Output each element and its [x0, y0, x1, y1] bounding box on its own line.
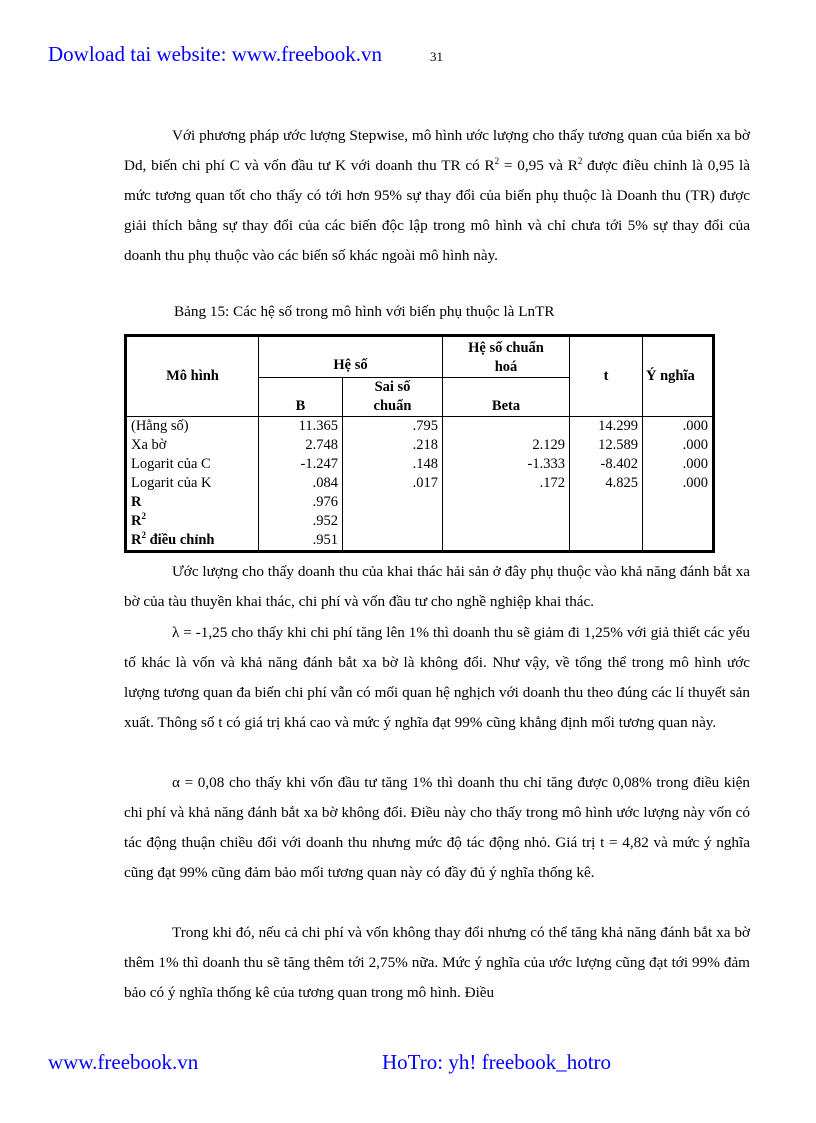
- table-row: [126, 436, 714, 455]
- table-row: [126, 417, 714, 437]
- header-std-coefficients: [443, 336, 570, 378]
- empty-cell: [443, 493, 570, 512]
- table-row: [126, 512, 714, 531]
- header-line: chuẩn: [373, 398, 412, 414]
- header-model: Mô hình: [126, 336, 259, 417]
- empty-cell: [570, 512, 643, 531]
- stat-label-r: R: [126, 493, 259, 512]
- cell-b: -1.247: [259, 455, 343, 474]
- cell-b: 2.748: [259, 436, 343, 455]
- header-t: t: [570, 336, 643, 417]
- table-row: [126, 474, 714, 493]
- empty-cell: [643, 531, 714, 552]
- table-row: [126, 531, 714, 552]
- paragraph-text: Với phương pháp ước lượng Stepwise, mô hình ước lượng cho thấy tương quan của biến xa bờ Dd, biến chi phí C và vốn đầu tư K với doanh thu TR có R: [124, 127, 750, 174]
- header-line: hoá: [494, 359, 518, 375]
- footer-website-link[interactable]: www.freebook.vn: [48, 1050, 199, 1074]
- header-website-link[interactable]: Dowload tai website: www.freebook.vn: [48, 42, 382, 66]
- stat-value-adjusted-r2: .951: [259, 531, 343, 552]
- cell-t: -8.402: [570, 455, 643, 474]
- label-text: điều chỉnh: [145, 532, 215, 548]
- empty-cell: [643, 493, 714, 512]
- header-b: B: [259, 378, 343, 417]
- stat-label-adjusted-r2: [126, 531, 259, 552]
- table-caption: Bảng 15: Các hệ số trong mô hình với biến phụ thuộc là LnTR: [174, 303, 555, 320]
- paragraph-stepwise: [124, 121, 750, 271]
- stat-label-r2: [126, 512, 259, 531]
- superscript: 2: [577, 155, 583, 166]
- empty-cell: [570, 493, 643, 512]
- cell-significance: .000: [643, 417, 714, 437]
- cell-std-error: .795: [343, 417, 443, 437]
- superscript: 2: [494, 155, 500, 166]
- empty-cell: [443, 512, 570, 531]
- paragraph-lambda: λ = -1,25 cho thấy khi chi phí tăng lên 1% thì doanh thu sẽ giảm đi 1,25% với giả thiết các yếu tố khác là vốn và khả năng đánh bắt xa bờ là không đổi. Như vậy, về tổng thể trong mô hình ước lượng tương quan đa biến chi phí vẫn có mối quan hệ nghịch với doanh thu theo đúng các lí thuyết sản xuất. Thông số t có giá trị khá cao và mức ý nghĩa đạt 99% cũng khẳng định mối tương quan này.: [124, 624, 750, 731]
- empty-cell: [343, 531, 443, 552]
- row-label: (Hằng số): [126, 417, 259, 437]
- paragraph-alpha: α = 0,08 cho thấy khi vốn đầu tư tăng 1% thì doanh thu chỉ tăng được 0,08% trong điều kiện chi phí và khả năng đánh bắt xa bờ không đổi. Điều này cho thấy trong mô hình ước lượng này vốn có tác động thuận chiều đối với doanh thu nhưng mức độ tác động nhỏ. Giá trị t = 4,82 và mức ý nghĩa cũng đạt 99% cũng đảm bảo mối tương quan này có đầy đủ ý nghĩa thống kê.: [124, 774, 750, 881]
- cell-significance: .000: [643, 474, 714, 493]
- stat-value-r2: .952: [259, 512, 343, 531]
- row-label: Xa bờ: [126, 436, 259, 455]
- header-significance: Ý nghĩa: [646, 368, 695, 384]
- stat-value-r: .976: [259, 493, 343, 512]
- empty-cell: [643, 512, 714, 531]
- paragraph-text: được điều chỉnh là 0,95 là mức tương quan tốt cho thấy có tới hơn 95% sự thay đổi của biến phụ thuộc là Doanh thu (TR) được giải thích bằng sự thay đổi của các biến độc lập trong mô hình và chỉ chưa tới 5% sự thay đổi của doanh thu phụ thuộc vào các biến số khác ngoài mô hình này.: [124, 157, 751, 264]
- footer-support-link[interactable]: HoTro: yh! freebook_hotro: [382, 1050, 612, 1074]
- cell-t: 12.589: [570, 436, 643, 455]
- header-coefficients: Hệ số: [259, 336, 443, 378]
- header-line: Hệ số chuẩn: [468, 340, 544, 356]
- label-text: R: [131, 532, 142, 548]
- cell-beta: .172: [443, 474, 570, 493]
- header-line: Sai số: [374, 379, 411, 395]
- paragraph-text: = 0,95 và R: [499, 157, 578, 174]
- superscript: 2: [141, 511, 146, 522]
- cell-significance: .000: [643, 455, 714, 474]
- cell-std-error: .017: [343, 474, 443, 493]
- cell-beta: [443, 417, 570, 437]
- paragraph-offshore: Trong khi đó, nếu cả chi phí và vốn không thay đổi nhưng có thể tăng khả năng đánh bắt xa bờ thêm 1% thì doanh thu sẽ tăng thêm tới 2,75% nữa. Mức ý nghĩa của ước lượng cũng đạt tới 99% đảm bảo có ý nghĩa thống kê của tương quan trong mô hình. Điều: [124, 924, 750, 1001]
- coefficients-table: [124, 334, 715, 553]
- header-beta: Beta: [443, 378, 570, 417]
- table-row: [126, 493, 714, 512]
- superscript: 2: [141, 530, 146, 541]
- cell-beta: 2.129: [443, 436, 570, 455]
- empty-cell: [343, 493, 443, 512]
- label-text: R: [131, 513, 142, 529]
- cell-b: 11.365: [259, 417, 343, 437]
- header-std-error: [343, 378, 443, 417]
- row-label: Logarit của C: [126, 455, 259, 474]
- cell-t: 4.825: [570, 474, 643, 493]
- empty-cell: [443, 531, 570, 552]
- cell-beta: -1.333: [443, 455, 570, 474]
- cell-std-error: .218: [343, 436, 443, 455]
- paragraph-estimation: Ước lượng cho thấy doanh thu của khai thác hải sản ở đây phụ thuộc vào khả năng đánh bắt xa bờ của tàu thuyền khai thác, chi phí và vốn đầu tư cho nghề nghiệp khai thác.: [124, 563, 750, 610]
- cell-significance: .000: [643, 436, 714, 455]
- cell-std-error: .148: [343, 455, 443, 474]
- empty-cell: [570, 531, 643, 552]
- cell-t: 14.299: [570, 417, 643, 437]
- cell-b: .084: [259, 474, 343, 493]
- row-label: Logarit của K: [126, 474, 259, 493]
- empty-cell: [343, 512, 443, 531]
- table-row: [126, 455, 714, 474]
- page-number: 31: [430, 49, 443, 64]
